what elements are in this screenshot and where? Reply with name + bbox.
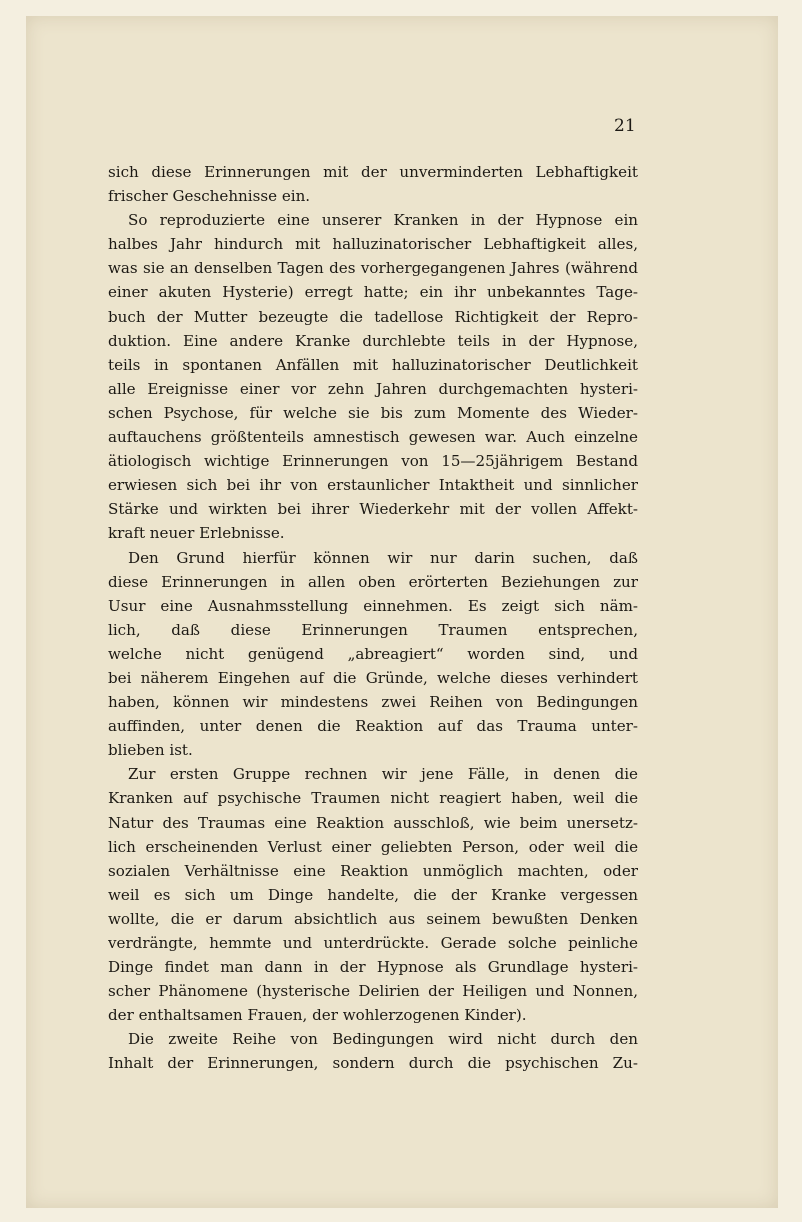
text-line: blieben ist.: [108, 741, 193, 760]
text-line: einer akuten Hysterie) erregt hatte; ein ihr unbekanntes Tage-: [108, 283, 638, 302]
text-line: haben, können wir mindestens zwei Reihen von Bedingungen: [108, 693, 638, 712]
text-line: frischer Geschehnisse ein.: [108, 187, 311, 206]
text-line: lich, daß diese Erinnerungen Traumen entsprechen,: [108, 620, 638, 639]
text-line: Natur des Traumas eine Reaktion ausschloß, wie beim unersetz-: [108, 813, 638, 832]
text-line: Usur eine Ausnahmsstellung einnehmen. Es zeigt sich näm-: [108, 596, 638, 615]
text-line: halbes Jahr hindurch mit halluzinatorischer Lebhaftigkeit alles,: [108, 235, 638, 254]
page-number: 21: [614, 116, 636, 136]
text-line: schen Psychose, für welche sie bis zum Momente des Wieder-: [108, 403, 638, 422]
text-line: Stärke und wirkten bei ihrer Wiederkehr mit der vollen Affekt-: [108, 500, 638, 519]
text-line: alle Ereignisse einer vor zehn Jahren durchgemachten hysteri-: [108, 379, 638, 398]
text-line: So reproduzierte eine unserer Kranken in der Hypnose ein: [128, 211, 638, 230]
text-line: Inhalt der Erinnerungen, sondern durch die psychischen Zu-: [108, 1054, 638, 1073]
text-line: Zur ersten Gruppe rechnen wir jene Fälle, in denen die: [128, 765, 638, 784]
text-line: Den Grund hierfür können wir nur darin suchen, daß: [128, 548, 638, 567]
text-line: bei näherem Eingehen auf die Gründe, welche dieses verhindert: [108, 668, 638, 687]
text-line: duktion. Eine andere Kranke durchlebte teils in der Hypnose,: [108, 331, 638, 350]
text-line: teils in spontanen Anfällen mit halluzinatorischer Deutlichkeit: [108, 355, 638, 374]
text-line: sozialen Verhältnisse eine Reaktion unmöglich machten, oder: [108, 861, 638, 880]
text-line: kraft neuer Erlebnisse.: [108, 524, 285, 543]
text-line: wollte, die er darum absichtlich aus seinem bewußten Denken: [108, 909, 638, 928]
text-line: auftauchens größtenteils amnestisch gewesen war. Auch einzelne: [108, 428, 638, 447]
text-line: der enthaltsamen Frauen, der wohlerzogenen Kinder).: [108, 1006, 527, 1025]
text-line: Dinge findet man dann in der Hypnose als Grundlage hysteri-: [108, 958, 638, 977]
text-line: weil es sich um Dinge handelte, die der Kranke vergessen: [108, 885, 638, 904]
text-line: diese Erinnerungen in allen oben erörterten Beziehungen zur: [108, 572, 638, 591]
text-line: verdrängte, hemmte und unterdrückte. Gerade solche peinliche: [108, 934, 638, 952]
text-line: scher Phänomene (hysterische Delirien der Heiligen und Nonnen,: [108, 982, 638, 1001]
text-line: buch der Mutter bezeugte die tadellose Richtigkeit der Repro-: [108, 307, 638, 326]
body-text: [108, 160, 638, 1076]
text-line: erwiesen sich bei ihr von erstaunlicher Intaktheit und sinnlicher: [108, 476, 638, 495]
text-line: welche nicht genügend „abreagiert“ worden sind, und: [108, 644, 638, 663]
text-line: Kranken auf psychische Traumen nicht reagiert haben, weil die: [108, 789, 638, 808]
text-line: ätiologisch wichtige Erinnerungen von 15—25jährigem Bestand: [108, 452, 638, 471]
text-line: was sie an denselben Tagen des vorhergegangenen Jahres (während: [108, 259, 638, 278]
text-line: sich diese Erinnerungen mit der unverminderten Lebhaftigkeit: [108, 163, 638, 181]
text-line: lich erscheinenden Verlust einer geliebten Person, oder weil die: [108, 837, 638, 856]
text-line: auffinden, unter denen die Reaktion auf das Trauma unter-: [108, 717, 638, 736]
text-line: Die zweite Reihe von Bedingungen wird nicht durch den: [128, 1030, 638, 1049]
